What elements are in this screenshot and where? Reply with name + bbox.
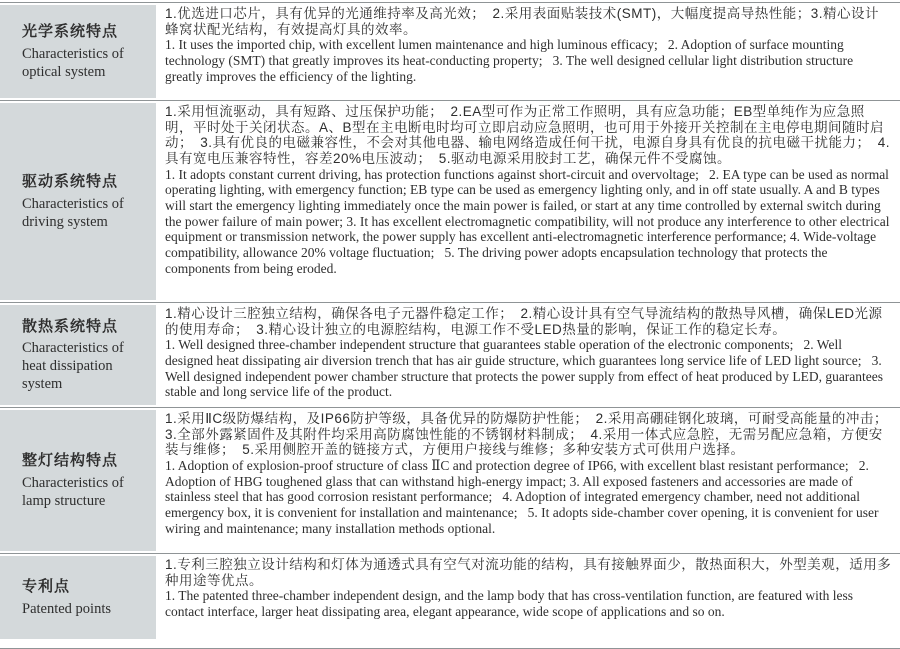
row-header-en: Characteristics of lamp structure xyxy=(22,474,124,509)
table-row-driving-system xyxy=(0,100,900,302)
row-content-cell xyxy=(156,3,900,100)
row-header-zh: 整灯结构特点 xyxy=(22,452,119,470)
table-row-optical-system xyxy=(0,3,900,100)
content-english: 1. It uses the imported chip, with excellent lumen maintenance and high luminous efficacy; 2. Adoption of surface mounting technology (SMT) that greatly improves its heat-conducting property; 3. The well designed cellular light distribution structure greatly improves the efficiency of the lighting. xyxy=(165,37,857,84)
row-content-cell xyxy=(156,303,900,407)
row-content-cell xyxy=(156,101,900,302)
table-row-heat-dissipation xyxy=(0,302,900,407)
content-chinese: 1.采用ⅡC级防爆结构，及IP66防护等级，具备优异的防爆防护性能； 2.采用高硼硅钢化玻璃，可耐受高能量的冲击； 3.全部外露紧固件及其附件均采用高防腐蚀性能的不锈钢材料制成； 4.采用一体式应急腔，无需另配应急箱，方便安装与维修； 5.采用侧腔开盖的链接方式，方便用户接线与维修；多种安装方式可供用户选择。 xyxy=(165,411,896,458)
row-header-cell xyxy=(0,410,156,551)
row-header-cell xyxy=(0,305,156,405)
row-header-zh: 驱动系统特点 xyxy=(22,173,119,191)
content-english: 1. Well designed three-chamber independent structure that guarantees stable operation of the electronic components; 2. Well designed heat dissipating air diversion trench that has air guide structure, which guarantees long service life of LED light source; 3. Well designed independent power chamber structure that protects the power supply from effect of heat produced by LED, guarantees stable and long service life of the product. xyxy=(165,337,887,400)
table-row-lamp-structure xyxy=(0,407,900,553)
content-english: 1. Adoption of explosion-proof structure of class ⅡC and protection degree of IP66, with excellent blast resistant performance; 2. Adoption of HBG toughened glass that can withstand high-energy impact; 3. All exposed fasteners and accessories are made of stainless steel that has good corrosion resistant performance; 4. Adoption of integrated emergency chamber, need not additional emergency box, it is convenient for installation and maintenance; 5. It adopts side-chamber cover opening, it is convenient for user wiring and maintenance; many installation methods optional. xyxy=(165,457,882,536)
content-chinese: 1.优选进口芯片，具有优异的光通维持率及高光效； 2.采用表面贴装技术(SMT)，大幅度提高导热性能；3.精心设计蜂窝状配光结构，有效提高灯具的效率。 xyxy=(165,6,880,37)
row-header-cell xyxy=(0,103,156,300)
row-header-cell xyxy=(0,5,156,98)
content-chinese: 1.精心设计三腔独立结构，确保各电子元器件稳定工作； 2.精心设计具有空气导流结构的散热导风槽，确保LED光源的使用寿命； 3.精心设计独立的电源腔结构，电源工作不受LED热量的影响，保证工作的稳定长寿。 xyxy=(165,306,883,337)
table-row-patented-points xyxy=(0,553,900,641)
row-header-en: Characteristics of heat dissipation system xyxy=(22,339,124,393)
row-header-en: Patented points xyxy=(22,600,112,617)
row-content-cell xyxy=(156,554,900,641)
row-header-en: Characteristics of optical system xyxy=(22,45,124,80)
content-chinese: 1.采用恒流驱动，具有短路、过压保护功能； 2.EA型可作为正常工作照明，具有应急功能；EB型单纯作为应急照明，平时处于关闭状态。A、B型在主电断电时均可立即启动应急照明，也可用于外接开关控制在主电停电期间随时启动； 3.具有优良的电磁兼容性，不会对其他电器、输电网络造成任何干扰，电源自身具有优良的抗电磁干扰能力； 4.具有宽电压兼容特性，容差20%电压波动； 5.驱动电源采用胶封工艺，确保元件不受腐蚀。 xyxy=(165,104,891,166)
content-english: 1. It adopts constant current driving, has protection functions against short-circuit and overvoltage; 2. EA type can be used as normal operating lighting, with emergency function; EB type can be used as emergency lighting only, and in off state usually. A and B types will start the emergency lighting immediately once the main power is failed, or start at any time controlled by external switch during the power failure of main power; 3. It has excellent electromagnetic compatibility, will not produce any interference to other electrical equipment or transmission network, the power supply has excellent anti-electromagnetic interference performance; 4. Wide-voltage compatibility, allowance 20% voltage fluctuation; 5. The driving power adopts encapsulation technology that protects the components from being eroded. xyxy=(165,166,893,276)
content-english: 1. The patented three-chamber independent design, and the lamp body that has cross-ventilation function, are featured with less contact interface, larger heat dissipating area, elegant appearance, wide scope of applications and so on. xyxy=(165,588,857,619)
product-feature-table xyxy=(0,2,900,649)
row-header-zh: 光学系统特点 xyxy=(22,23,119,41)
row-header-en: Characteristics of driving system xyxy=(22,195,124,230)
row-header-zh: 散热系统特点 xyxy=(22,317,119,335)
row-content-cell xyxy=(156,408,900,553)
row-header-cell xyxy=(0,556,156,639)
row-header-zh: 专利点 xyxy=(22,578,71,596)
content-chinese: 1.专利三腔独立设计结构和灯体为通透式具有空气对流功能的结构，具有接触界面少，散热面积大，外型美观，适用多种用途等优点。 xyxy=(165,557,892,588)
